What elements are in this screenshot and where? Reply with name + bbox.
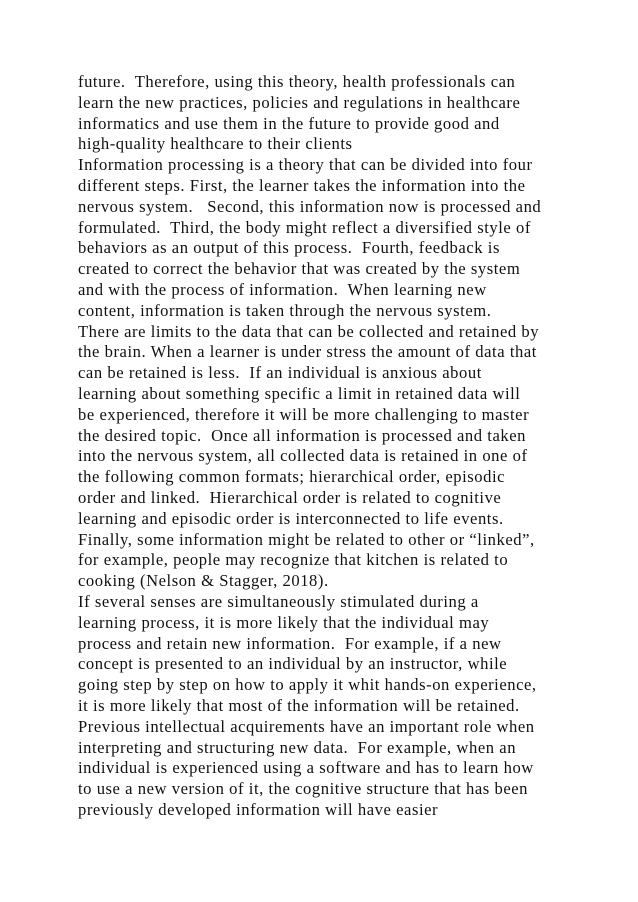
text-line: different steps. First, the learner takes the information into the bbox=[78, 175, 526, 195]
text-line: informatics and use them in the future to provide good and bbox=[78, 113, 500, 133]
text-line: for example, people may recognize that kitchen is related to bbox=[78, 550, 509, 570]
text-line: concept is presented to an individual by an instructor, while bbox=[78, 654, 508, 674]
text-line: individual is experienced using a software and has to learn how bbox=[78, 758, 534, 778]
text-line: going step by step on how to apply it whit hands-on experience, bbox=[78, 675, 537, 695]
text-line: the desired topic. Once all information is processed and taken bbox=[78, 425, 526, 445]
text-line: content, information is taken through the nervous system. bbox=[78, 300, 492, 320]
text-line: learning and episodic order is interconnected to life events. bbox=[78, 508, 504, 528]
text-line: the brain. When a learner is under stress the amount of data that bbox=[78, 342, 537, 362]
text-line: Previous intellectual acquirements have an important role when bbox=[78, 716, 535, 736]
text-line: learn the new practices, policies and regulations in healthcare bbox=[78, 92, 521, 112]
text-line: high-quality healthcare to their clients bbox=[78, 134, 353, 154]
text-line: future. Therefore, using this theory, health professionals can bbox=[78, 72, 516, 91]
document-body bbox=[78, 72, 578, 821]
text-line: cooking (Nelson & Stagger, 2018). bbox=[78, 571, 329, 591]
text-line: previously developed information will have easier bbox=[78, 799, 439, 819]
text-line: Finally, some information might be related to other or “linked”, bbox=[78, 529, 535, 549]
text-line: process and retain new information. For example, if a new bbox=[78, 633, 502, 653]
text-line: can be retained is less. If an individual is anxious about bbox=[78, 363, 482, 383]
text-line: Information processing is a theory that can be divided into four bbox=[78, 155, 533, 175]
text-line: behaviors as an output of this process. Fourth, feedback is bbox=[78, 238, 500, 258]
text-line: nervous system. Second, this information now is processed and bbox=[78, 196, 542, 216]
text-line: order and linked. Hierarchical order is related to cognitive bbox=[78, 487, 502, 507]
text-line: be experienced, therefore it will be more challenging to master bbox=[78, 404, 530, 424]
text-line: and with the process of information. When learning new bbox=[78, 279, 487, 299]
text-line: it is more likely that most of the information will be retained. bbox=[78, 695, 520, 715]
text-line: into the nervous system, all collected data is retained in one of bbox=[78, 446, 528, 466]
text-line: the following common formats; hierarchical order, episodic bbox=[78, 467, 506, 487]
text-line: formulated. Third, the body might reflect a diversified style of bbox=[78, 217, 531, 237]
text-line: learning about something specific a limit in retained data will bbox=[78, 383, 521, 403]
text-line: to use a new version of it, the cognitive structure that has been bbox=[78, 779, 529, 799]
text-line: created to correct the behavior that was created by the system bbox=[78, 259, 521, 279]
text-line: learning process, it is more likely that the individual may bbox=[78, 612, 490, 632]
text-line: If several senses are simultaneously stimulated during a bbox=[78, 591, 479, 611]
text-line: interpreting and structuring new data. For example, when an bbox=[78, 737, 517, 757]
text-line: There are limits to the data that can be collected and retained by bbox=[78, 321, 540, 341]
